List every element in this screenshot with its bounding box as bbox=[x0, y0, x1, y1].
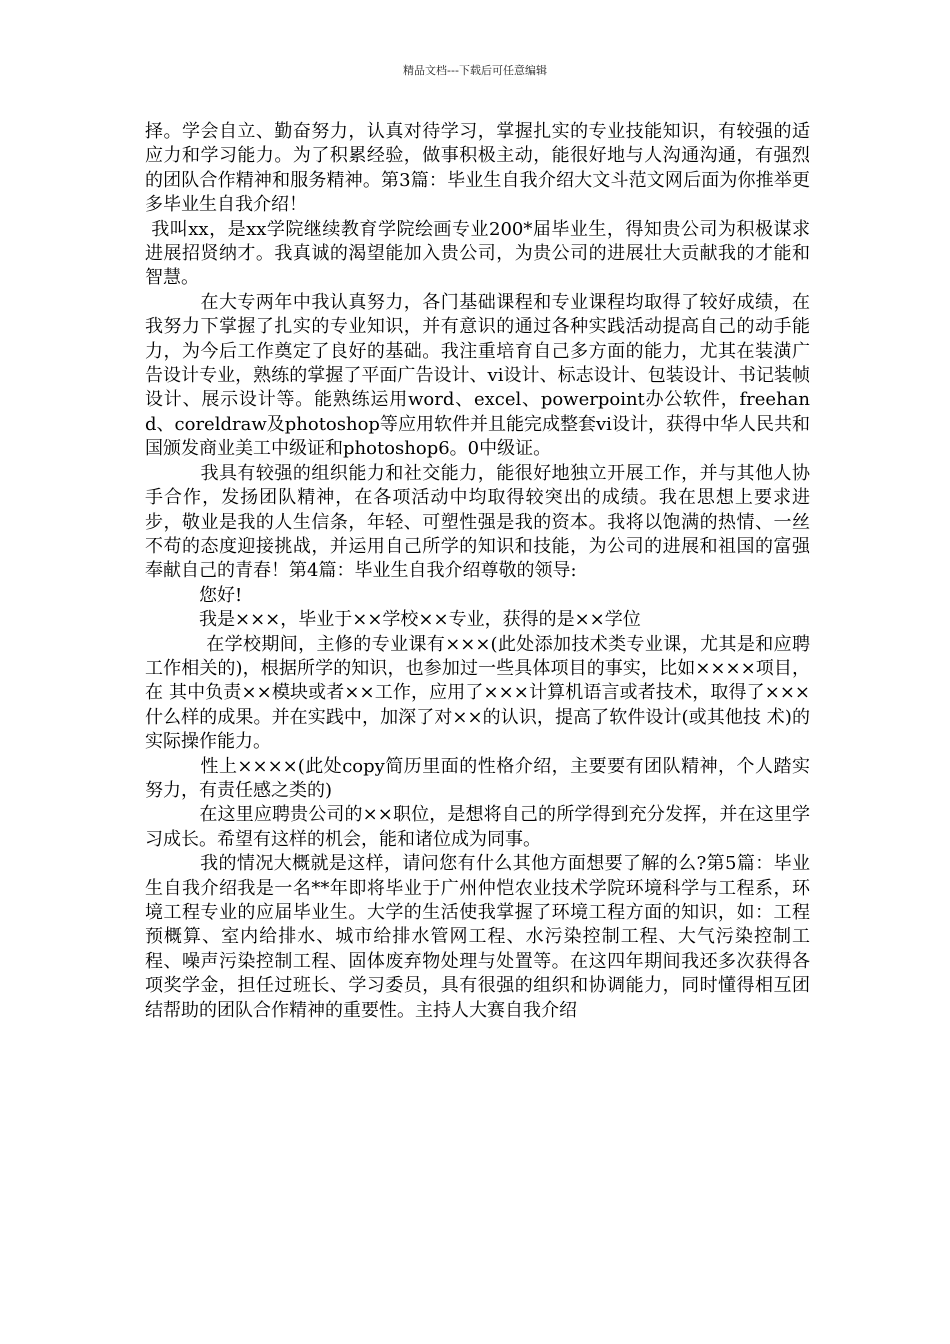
paragraph-10: 我的情况大概就是这样，请问您有什么其他方面想要了解的么?第5篇：毕业生自我介绍我是一名**年即将毕业于广州仲恺农业技术学院环境科学与工程系，环境工程专业的应届毕业生。大学的生活使我掌握了环境工程方面的知识，如：工程预概算、室内给排水、城市给排水管网工程、水污染控制工程、大气污染控制工程、噪声污染控制工程、固体废弃物处理与处置等。在这四年期间我还多次获得各项奖学金，担任过班长、学习委员，具有很强的组织和协调能力，同时懂得相互团结帮助的团队合作精神的重要性。主持人大赛自我介绍 bbox=[145, 853, 810, 1021]
page-header: 精品文档---下载后可任意编辑 bbox=[403, 64, 547, 77]
paragraph-4: 我具有较强的组织能力和社交能力，能很好地独立开展工作，并与其他人协手合作，发扬团队精神，在各项活动中均取得较突出的成绩。我在思想上要求进步，敬业是我的人生信条，年轻、可塑性强是我的资本。我将以饱满的热情、一丝不苟的态度迎接挑战，并运用自己所学的知识和技能，为公司的进展和祖国的富强奉献自己的青春！第4篇：毕业生自我介绍尊敬的领导: bbox=[145, 462, 810, 582]
paragraph-9: 在这里应聘贵公司的××职位，是想将自己的所学得到充分发挥，并在这里学习成长。希望有这样的机会，能和诸位成为同事。 bbox=[145, 804, 810, 850]
paragraph-5: 您好! bbox=[145, 584, 243, 606]
document-body bbox=[145, 120, 810, 1023]
paragraph-3: 在大专两年中我认真努力，各门基础课程和专业课程均取得了较好成绩，在我努力下掌握了扎实的专业知识，并有意识的通过各种实践活动提高自己的动手能力，为今后工作奠定了良好的基础。我注重培育自己多方面的能力，尤其在装潢广告设计专业，熟练的掌握了平面广告设计、vi设计、标志设计、包装设计、书记装帧设计、展示设计等。能熟练运用word、excel、powerpoint办公软件，freehand、coreldraw及photoshop等应用软件并且能完成整套vi设计，获得中华人民共和国颁发商业美工中级证和photoshop6。0中级证。 bbox=[145, 291, 810, 460]
paragraph-2: 我叫xx，是xx学院继续教育学院绘画专业200*届毕业生，得知贵公司为积极谋求进展招贤纳才。我真诚的渴望能加入贵公司，为贵公司的进展壮大贡献我的才能和智慧。 bbox=[145, 218, 810, 289]
paragraph-7: 在学校期间，主修的专业课有×××(此处添加技术类专业课，尤其是和应聘工作相关的)，根据所学的知识，也参加过一些具体项目的事实，比如××××项目，在 其中负责××模块或者××工作，应用了×××计算机语言或者技术，取得了×××什么样的成果。并在实践中，加深了对××的认识，提高了软件设计(或其他技 术)的实际操作能力。 bbox=[145, 633, 810, 753]
paragraph-1: 择。学会自立、勤奋努力，认真对待学习，掌握扎实的专业技能知识，有较强的适应力和学习能力。为了积累经验，做事积极主动，能很好地与人沟通沟通，有强烈的团队合作精神和服务精神。第3篇：毕业生自我介绍大文斗范文网后面为你推举更多毕业生自我介绍！ bbox=[145, 121, 810, 216]
paragraph-8: 性上××××(此处copy简历里面的性格介绍，主要要有团队精神，个人踏实努力，有责任感之类的) bbox=[145, 755, 810, 801]
paragraph-6: 我是×××，毕业于××学校××专业，获得的是××学位 bbox=[145, 609, 641, 631]
